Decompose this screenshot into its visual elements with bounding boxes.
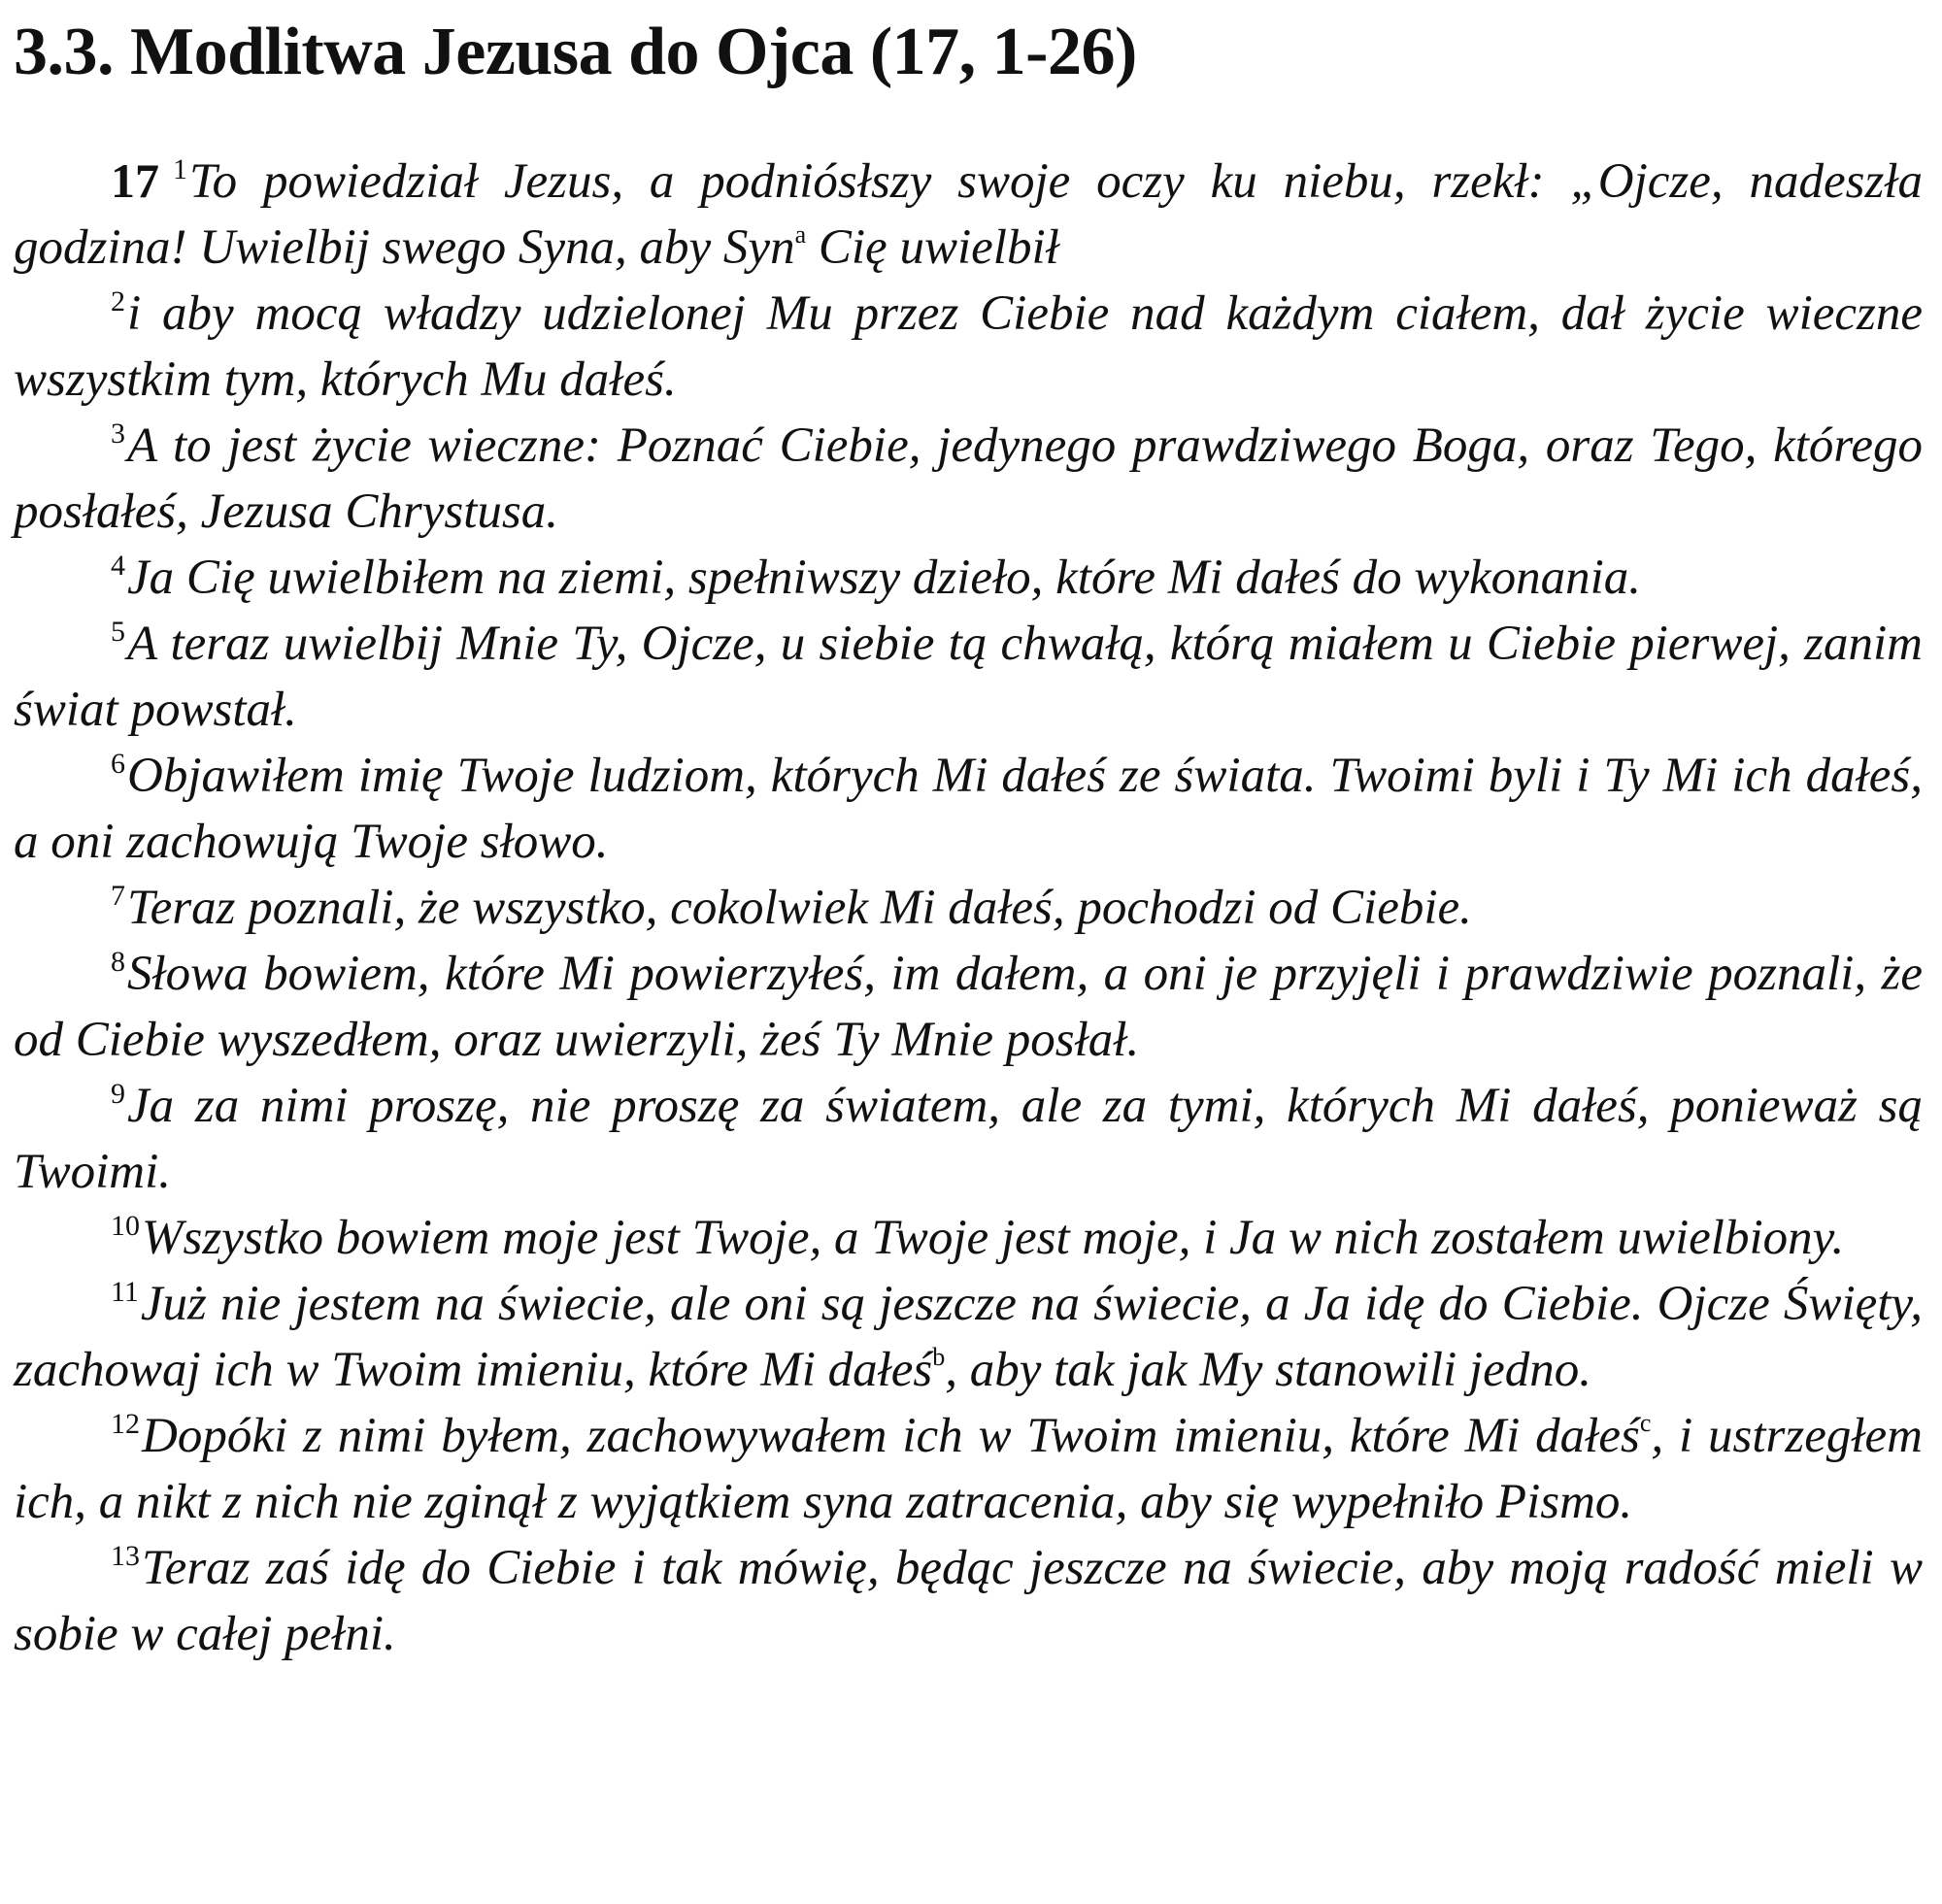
section-title: 3.3. Modlitwa Jezusa do Ojca (17, 1-26) [14,15,1137,89]
verse-number: 2 [111,285,125,317]
verse-number: 1 [173,153,187,185]
footnote-marker: b [932,1343,946,1371]
verse-text: , aby tak jak My stanowili jedno. [945,1343,1591,1397]
verse-number: 9 [111,1078,125,1110]
verse-text: A to jest życie wieczne: Poznać Ciebie, jedynego prawdziwego Boga, oraz Tego, którego posłałeś, Jezusa Chrystusa. [14,418,1923,539]
verse-11 [14,1271,1923,1403]
verse-text: Słowa bowiem, które Mi powierzyłeś, im dałem, a oni je przyjęli i prawdziwie poznali, że od Ciebie wyszedłem, oraz uwierzyli, żeś Ty Mnie posłał. [14,947,1923,1067]
verse-number: 11 [111,1276,139,1308]
verse-text: Teraz zaś idę do Ciebie i tak mówię, będąc jeszcze na świecie, aby moją radość mieli w sobie w całej pełni. [14,1541,1923,1661]
verse-number: 3 [111,418,125,450]
footnote-marker: c [1639,1409,1652,1437]
verse-10 [14,1205,1923,1271]
verse-text: Cię uwielbił [806,220,1059,275]
verse-6 [14,743,1923,875]
verse-9 [14,1073,1923,1205]
verse-text: , i ustrzegłem ich, a nikt z nich nie zginął z wyjątkiem syna zatracenia, aby się wypełniło Pismo. [14,1409,1924,1529]
verse-13 [14,1535,1923,1667]
verse-number: 13 [111,1540,140,1572]
verse-text: Ja Cię uwielbiłem na ziemi, spełniwszy dzieło, które Mi dałeś do wykonania. [127,551,1642,605]
verse-number: 10 [111,1210,140,1242]
verse-text: i aby mocą władzy udzielonej Mu przez Ciebie nad każdym ciałem, dał życie wieczne wszystkim tym, których Mu dałeś. [14,286,1923,407]
verse-3 [14,413,1923,545]
verse-text: Wszystko bowiem moje jest Twoje, a Twoje jest moje, i Ja w nich zostałem uwielbiony. [142,1211,1845,1265]
verse-text: Dopóki z nimi byłem, zachowywałem ich w Twoim imieniu, które Mi dałeś [142,1409,1640,1463]
verse-text: Objawiłem imię Twoje ludziom, których Mi dałeś ze świata. Twoimi byli i Ty Mi ich dałeś, a oni zachowują Twoje słowo. [14,749,1923,869]
verse-number: 12 [111,1408,140,1440]
verse-1 [14,148,1923,281]
verse-text: Ja za nimi proszę, nie proszę za światem, ale za tymi, których Mi dałeś, ponieważ są Twoimi. [14,1079,1923,1199]
verse-number: 8 [111,946,125,978]
verse-number: 6 [111,748,125,780]
verse-text: A teraz uwielbij Mnie Ty, Ojcze, u siebie tą chwałą, którą miałem u Ciebie pierwej, zanim świat powstał. [14,617,1923,737]
footnote-marker: a [794,220,807,249]
verse-5 [14,611,1923,743]
verse-number: 5 [111,616,125,648]
verse-4 [14,545,1923,611]
verse-number: 4 [111,550,125,582]
verse-text: Już nie jestem na świecie, ale oni są jeszcze na świecie, a Ja idę do Ciebie. Ojcze Święty, zachowaj ich w Twoim imieniu, które Mi dałeś [14,1277,1923,1397]
verse-2 [14,281,1923,413]
verse-text: Teraz poznali, że wszystko, cokolwiek Mi dałeś, pochodzi od Ciebie. [127,881,1472,935]
verse-number: 7 [111,880,125,912]
page [14,14,1923,1667]
verse-7 [14,875,1923,941]
verse-12 [14,1403,1923,1535]
verse-text: To powiedział Jezus, a podniósłszy swoje oczy ku niebu, rzekł: „Ojcze, nadeszła godzina! Uwielbij swego Syna, aby Syn [14,154,1923,275]
chapter-number: 17 [111,153,159,208]
verse-8 [14,941,1923,1073]
